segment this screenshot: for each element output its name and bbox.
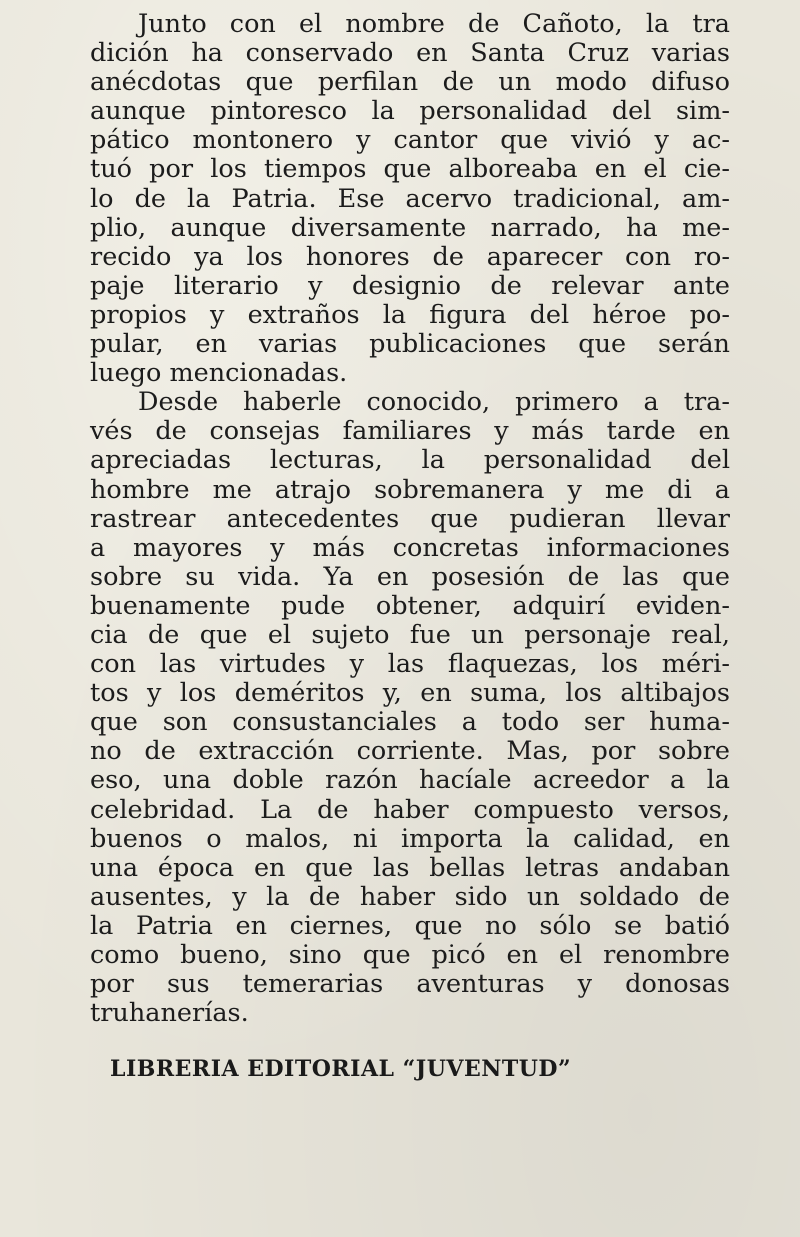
publisher-imprint: LIBRERIA EDITORIAL “JUVENTUD” <box>110 1056 572 1082</box>
text-line: cia de que el sujeto fue un personaje real, <box>90 619 730 650</box>
text-line: hombre me atrajo sobremanera y me di a <box>90 474 730 505</box>
text-line: Desde haberle conocido, primero a tra- <box>138 387 730 418</box>
text-line: una época en que las bellas letras andaban <box>90 852 730 883</box>
text-line: pático montonero y cantor que vivió y ac- <box>90 125 730 156</box>
text-line: tos y los deméritos y, en suma, los altibajos <box>90 678 730 709</box>
text-line: sobre su vida. Ya en posesión de las que <box>90 561 730 592</box>
text-line: Junto con el nombre de Cañoto, la tra <box>138 9 730 39</box>
text-line: buenamente pude obtener, adquirí eviden- <box>90 590 730 621</box>
text-line: dición ha conservado en Santa Cruz varias <box>90 38 730 69</box>
text-line: como bueno, sino que picó en el renombre <box>90 940 730 970</box>
text-line: aunque pintoresco la personalidad del sim- <box>90 96 730 127</box>
text-line: rastrear antecedentes que pudieran llevar <box>90 503 730 534</box>
text-line: lo de la Patria. Ese acervo tradicional, am- <box>90 183 730 214</box>
text-line: la Patria en ciernes, que no sólo se batió <box>90 910 730 941</box>
text-line: propios y extraños la figura del héroe po- <box>90 299 730 330</box>
text-line: paje literario y designio de relevar ante <box>90 270 730 301</box>
text-line: ausentes, y la de haber sido un soldado de <box>90 881 730 912</box>
text-line: con las virtudes y las flaquezas, los méri- <box>90 649 730 680</box>
text-line: luego mencionadas. <box>90 358 348 389</box>
paragraph-2 <box>90 388 730 1028</box>
text-line: eso, una doble razón hacíale acreedor a la <box>90 765 730 796</box>
text-line: apreciadas lecturas, la personalidad del <box>90 445 730 476</box>
text-line: buenos o malos, ni importa la calidad, en <box>90 823 730 854</box>
text-line: tuó por los tiempos que alboreaba en el cie- <box>90 154 730 185</box>
text-line: plio, aunque diversamente narrado, ha me- <box>90 212 730 243</box>
text-line: recido ya los honores de aparecer con ro- <box>90 241 730 272</box>
text-line: pular, en varias publicaciones que serán <box>90 329 730 360</box>
body-text <box>90 10 730 1028</box>
text-line: truhanerías. <box>90 998 249 1029</box>
text-line: anécdotas que perfilan de un modo difuso <box>90 67 730 98</box>
text-line: vés de consejas familiares y más tarde en <box>90 416 730 447</box>
paragraph-1 <box>90 10 730 388</box>
text-line: que son consustanciales a todo ser huma- <box>90 707 730 738</box>
text-line: a mayores y más concretas informaciones <box>90 532 730 563</box>
text-line: celebridad. La de haber compuesto versos, <box>90 794 730 825</box>
text-line: por sus temerarias aventuras y donosas <box>90 969 730 1000</box>
text-line: no de extracción corriente. Mas, por sobre <box>90 736 730 767</box>
